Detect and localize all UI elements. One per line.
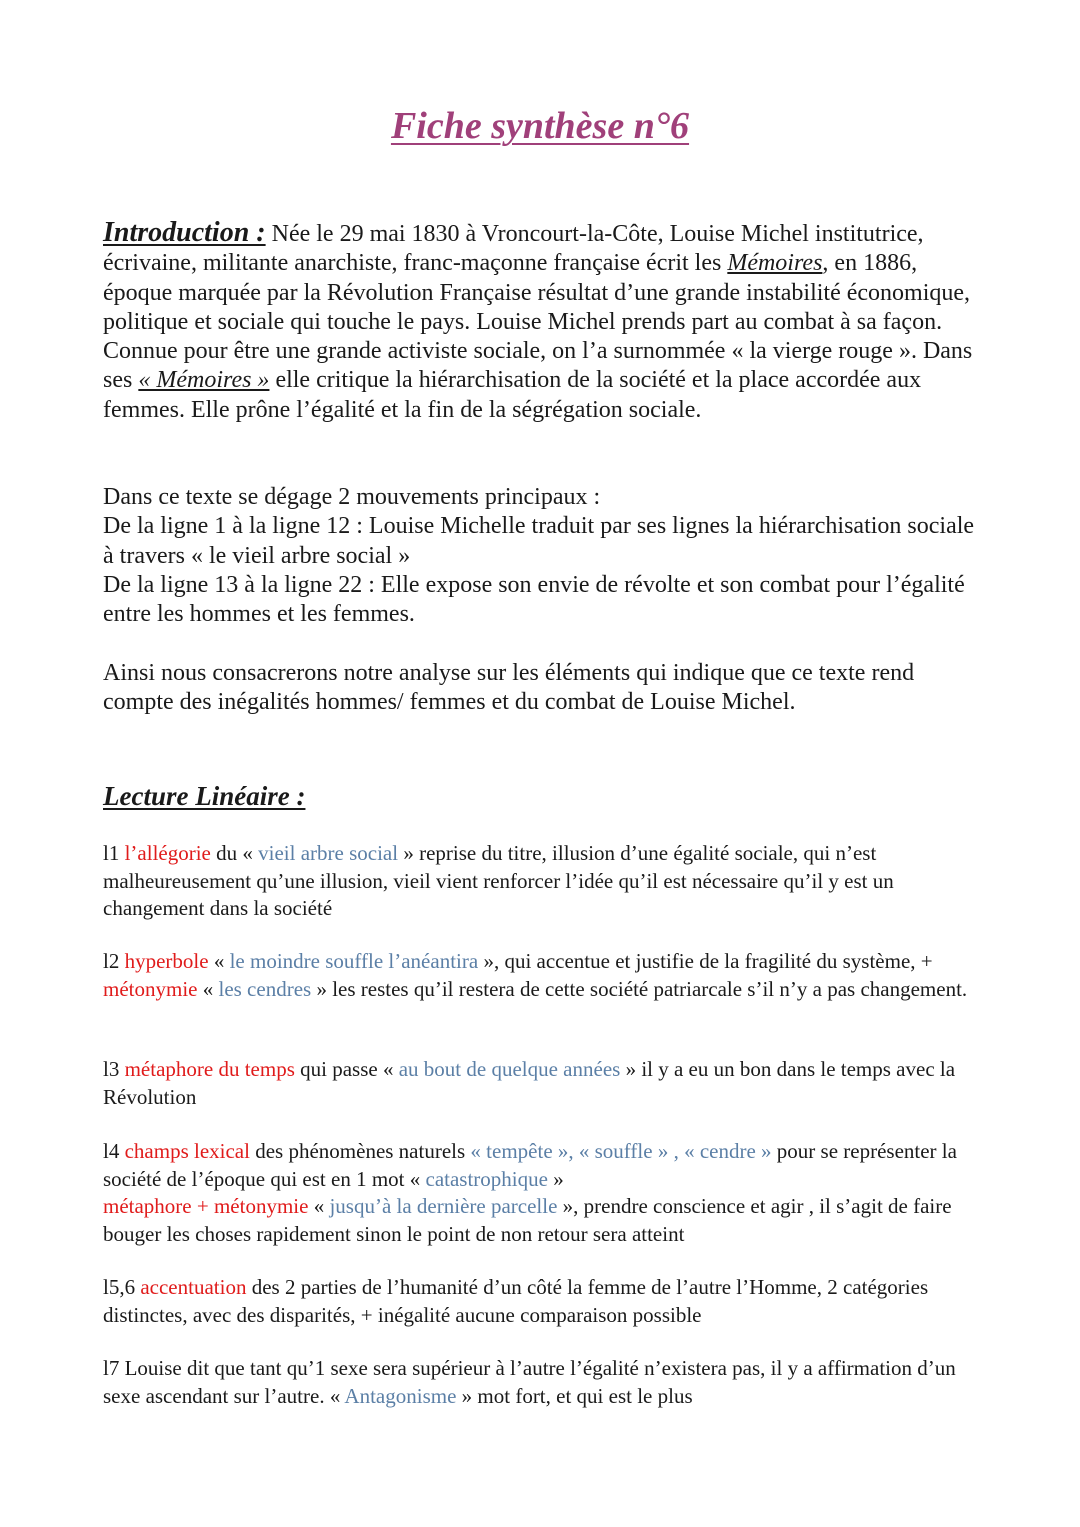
intro-text: elle critique la hiérarchisation de la société et la place accordée aux femmes. Elle prône l’égalité et la fin de la ségrégation sociale.: [103, 367, 922, 423]
intro-text: Née le 29 mai 1830 à Vroncourt-la-Côte, Louise Michel institutrice, écrivaine, militante anarchiste, franc-maçonne française écrit les: [103, 221, 924, 277]
note-l4: l4 champs lexical des phénomènes naturels « tempête », « souffle » , « cendre » pour se représenter la société de l’époque qui est en 1 mot « catastrophique » métaphore + métonymie « jusqu’à la dernière parcelle », prendre conscience et agir , il s’agit de faire bouger les choses rapidement sinon le point de non retour sera atteint: [103, 1139, 957, 1246]
text-quote: au bout de quelque années: [398, 1057, 621, 1081]
note-l2: l2 hyperbole « le moindre souffle l’anéantira », qui accentue et justifie de la fragilité du système, + métonymie « les cendres » les restes qu’il restera de cette société patriarcale s’il n’y a pas changement.: [103, 949, 968, 1001]
text-quote: catastrophique: [425, 1166, 548, 1191]
text-quote: « tempête », « souffle » , « cendre »: [470, 1139, 772, 1163]
text-quote: Antagonisme: [344, 1383, 457, 1408]
page-title: Fiche synthèse n°6: [390, 105, 690, 147]
intro-heading: Introduction :: [103, 217, 266, 248]
text-quote: le moindre souffle l’anéantira: [229, 949, 479, 973]
movement-2: De la ligne 13 à la ligne 22 : Elle expose son envie de révolte et son combat pour l’égalité entre les hommes et les femmes.: [103, 571, 965, 628]
lecture-heading: Lecture Linéaire :: [103, 781, 306, 811]
intro-text: , en 1886, époque marquée par la Révolution Française résultat d’une grande instabilité économique, politique et sociale qui touche le pays. Louise Michel prends part au combat à sa façon. Connue pour être une grande activiste sociale, on l’a surnommée « la vierge rouge ». Dans ses: [103, 250, 973, 394]
figure-of-speech: accentuation: [140, 1275, 247, 1299]
text-quote: jusqu’à la dernière parcelle: [329, 1194, 558, 1218]
note-l1: l1 l’allégorie du « vieil arbre social » reprise du titre, illusion d’une égalité sociale, qui n’est malheureusement qu’une illusion, vieil vient renforcer l’idée qu’il est nécessaire qu’il y est un changement dans la société: [103, 841, 894, 920]
problematique-paragraph: Ainsi nous consacrerons notre analyse sur les éléments qui indique que ce texte rend compte des inégalités hommes/ femmes et du combat de Louise Michel.: [103, 660, 915, 716]
intro-paragraph: [103, 218, 983, 425]
note-l7: l7 Louise dit que tant qu’1 sexe sera supérieur à l’autre l’égalité n’existera pas, il y a affirmation d’un sexe ascendant sur l’autre. « Antagonisme » mot fort, et qui est le plus: [103, 1356, 956, 1408]
text-quote: vieil arbre social: [258, 841, 399, 865]
figure-of-speech: l’allégorie: [124, 841, 211, 865]
figure-of-speech: métonymie: [103, 976, 198, 1001]
book-title: Mémoires: [727, 250, 823, 277]
figure-of-speech: métaphore + métonymie: [103, 1194, 309, 1218]
note-l3: l3 métaphore du temps qui passe « au bout de quelque années » il y a eu un bon dans le temps avec la Révolution: [103, 1057, 956, 1109]
movements-paragraph: [103, 483, 983, 629]
text-quote: les cendres: [218, 976, 312, 1001]
movement-1: De la ligne 1 à la ligne 12 : Louise Michelle traduit par ses lignes la hiérarchisation sociale à travers « le vieil arbre social »: [103, 513, 975, 569]
book-title: « Mémoires »: [138, 367, 270, 394]
note-l5-6: l5,6 accentuation des 2 parties de l’humanité d’un côté la femme de l’autre l’Homme, 2 catégories distinctes, avec des disparités, + inégalité aucune comparaison possible: [103, 1275, 929, 1327]
movements-intro-line: Dans ce texte se dégage 2 mouvements principaux :: [103, 484, 601, 510]
figure-of-speech: hyperbole: [124, 949, 209, 973]
figure-of-speech: champs lexical: [124, 1139, 250, 1163]
figure-of-speech: métaphore du temps: [124, 1057, 295, 1081]
